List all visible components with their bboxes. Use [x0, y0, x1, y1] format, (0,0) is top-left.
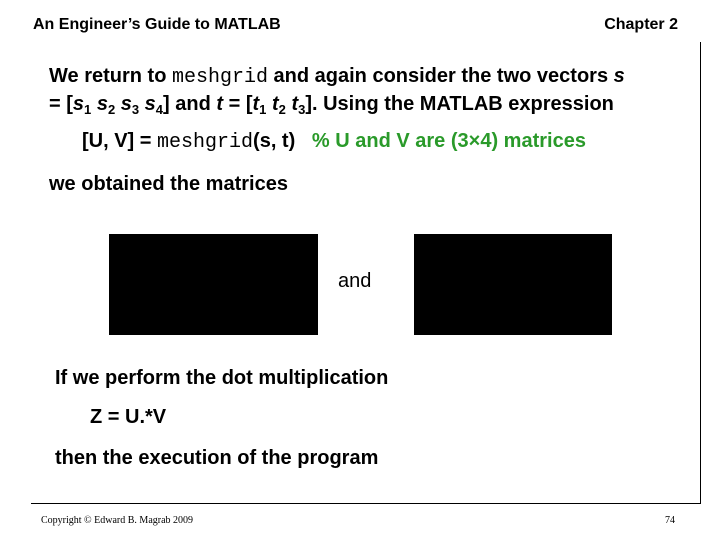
- obtained-line: we obtained the matrices: [49, 173, 288, 195]
- sub-1: 1: [84, 102, 92, 117]
- expression-line: [82, 129, 586, 155]
- paragraph-line-1: [49, 64, 625, 90]
- code-meshgrid: meshgrid: [171, 66, 268, 89]
- copyright-footer: Copyright © Edward B. Magrab 2009: [41, 515, 194, 526]
- text-equals-bracket: = [: [49, 93, 73, 115]
- text-using-matlab: ]. Using the MATLAB expression: [305, 93, 614, 115]
- text-we-return: We return to: [49, 65, 172, 87]
- var-s: s: [613, 65, 625, 87]
- chapter-label: Chapter 2: [604, 16, 678, 33]
- sub-4: 4: [155, 102, 164, 117]
- matrix-u-image: [109, 234, 318, 335]
- expr-lhs: [U, V] =: [82, 130, 158, 152]
- and-label: and: [338, 270, 372, 292]
- sub-2: 2: [107, 102, 116, 117]
- expr-comment: % U and V are (3×4) matrices: [311, 130, 586, 152]
- var-t1: t: [252, 93, 260, 115]
- sub-t2: 2: [278, 102, 286, 117]
- expr-meshgrid-code: meshgrid: [157, 131, 254, 154]
- perform-line: If we perform the dot multiplication: [55, 367, 389, 389]
- book-title: An Engineer’s Guide to MATLAB: [33, 16, 281, 33]
- sub-t1: 1: [259, 102, 267, 117]
- z-expression: Z = U.*V: [90, 406, 167, 428]
- var-t3: t: [291, 93, 299, 115]
- sub-3: 3: [131, 102, 140, 117]
- then-line: then the execution of the program: [55, 447, 379, 469]
- text-equals-bracket-2: = [: [223, 93, 253, 115]
- text-again-consider: and again consider the two vectors: [267, 65, 614, 87]
- text-and: ] and: [163, 93, 217, 115]
- page-number: 74: [665, 515, 675, 526]
- var-s2: s: [96, 93, 108, 115]
- expr-args: (s, t): [253, 130, 296, 152]
- sub-t3: 3: [298, 102, 306, 117]
- matrix-v-image: [414, 234, 612, 335]
- var-s1: s: [72, 93, 85, 115]
- paragraph-line-2: [49, 92, 614, 116]
- var-s3: s: [120, 93, 132, 115]
- var-t: t: [216, 93, 224, 115]
- var-s4: s: [144, 93, 156, 115]
- var-t2: t: [271, 93, 279, 115]
